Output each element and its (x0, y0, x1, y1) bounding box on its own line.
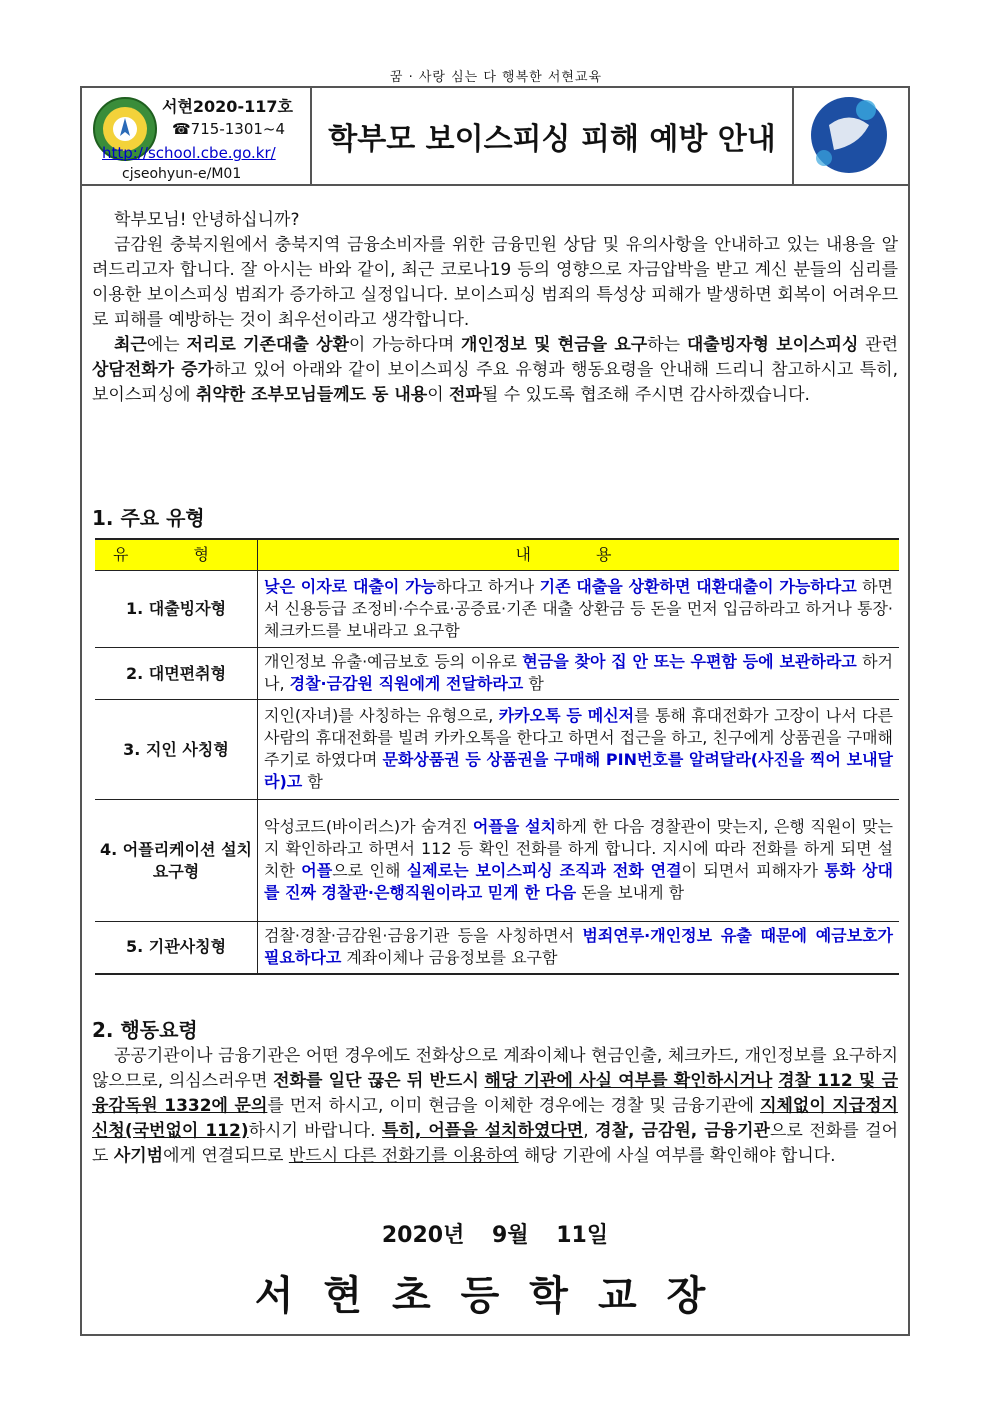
table-row (95, 648, 899, 700)
school-url-link[interactable]: http://school.cbe.go.kr/ (102, 144, 276, 162)
action-guidelines-text: 공공기관이나 금융기관은 어떤 경우에도 전화상으로 계좌이체나 현금인출, 체크카드, 개인정보를 요구하지 않으므로, 의심스러우면 전화를 일단 끊은 뒤 반드시 해당 기관에 사실 여부를 확인하시거나 경찰 112 및 금융감독원 1332에 문의를 먼저 하시고, 이미 현금을 이체한 경우에는 경찰 및 금융기관에 지체없이 지급정지 신청(국번없이 112)하시기 바랍니다. 특히, 어플을 설치하였다면, 경찰, 금감원, 금융기관으로 전화를 걸어도 사기범에게 연결되므로 반드시 다른 전화기를 이용하여 해당 기관에 사실 여부를 확인해야 합니다. (92, 1046, 899, 1166)
type-label: 5. 기관사칭형 (95, 922, 258, 974)
document-date: 2020년 9월 11일 (381, 1223, 609, 1248)
intro-paragraph-2: 최근에는 저리로 기존대출 상환이 가능하다며 개인정보 및 현금을 요구하는 대출빙자형 보이스피싱 관련 상담전화가 증가하고 있어 아래와 같이 보이스피싱 주요 유형과 행동요령을 안내해 드리니 참고하시고 특히, 보이스피싱에 취약한 조부모님들께도 동 내용이 전파될 수 있도록 협조해 주시면 감사하겠습니다. (92, 335, 899, 405)
campaign-logo-icon (804, 90, 894, 180)
table-row (95, 700, 899, 800)
type-description: 지인(자녀)를 사칭하는 유형으로, 카카오톡 등 메신저를 통해 휴대전화가 고장이 나서 다른 사람의 휴대전화를 빌려 카카오톡을 한다고 하면서 접근을 하고, 친구에게 상품권을 구매해 주기로 하였다며 문화상품권 등 상품권을 구매해 PIN번호를 알려달라(사진을 찍어 보내달라)고 함 (258, 700, 900, 800)
type-label: 4. 어플리케이션 설치 요구형 (95, 800, 258, 922)
column-header-type: 유 형 (95, 539, 258, 571)
intro-paragraph-1: 금감원 충북지원에서 충북지역 금융소비자를 위한 금융민원 상담 및 유의사항을 안내하고 있는 내용을 알려드리고자 합니다. 잘 아시는 바와 같이, 최근 코로나19 등의 영향으로 자금압박을 받고 계신 분들의 심리를 이용한 보이스피싱 범죄가 증가하고 실정입니다. 보이스피싱 범죄의 특성상 피해가 발생하면 회복이 어려우므로 피해를 예방하는 것이 최우선이라고 생각합니다. (92, 235, 898, 330)
type-label: 3. 지인 사칭형 (95, 700, 258, 800)
greeting: 학부모님! 안녕하십니까? (114, 210, 300, 230)
section-1-heading: 1. 주요 유형 (92, 506, 205, 530)
fraud-types-table (95, 538, 899, 975)
motto: 꿈 · 사랑 심는 다 행복한 서현교육 (389, 70, 603, 85)
title-box (310, 88, 794, 184)
document-number: 서현2020-117호 (162, 97, 293, 116)
document-frame (80, 86, 910, 1336)
table-row (95, 800, 899, 922)
type-description: 악성코드(바이러스)가 숨겨진 어플을 설치하게 한 다음 경찰관이 맞는지, 은행 직원이 맞는지 확인하라고 하면서 112 등 확인 전화를 하게 합니다. 지시에 따라 전화를 하게 되면 설치한 어플으로 인해 실제로는 보이스피싱 조직과 전화 연결이 되면서 피해자가 통화 상대를 진짜 경찰관·은행직원이라고 믿게 한 다음 돈을 보내게 함 (258, 800, 900, 922)
column-header-content: 내 용 (258, 539, 900, 571)
type-label: 1. 대출빙자형 (95, 571, 258, 648)
type-description: 검찰·경찰·금감원·금융기관 등을 사칭하면서 범죄연루·개인정보 유출 때문에 예금보호가 필요하다고 계좌이체나 금융정보를 요구함 (258, 922, 900, 974)
table-header-row (95, 539, 899, 571)
intro-text (92, 208, 898, 408)
table-row (95, 571, 899, 648)
type-description: 낮은 이자로 대출이 가능하다고 하거나 기존 대출을 상환하면 대환대출이 가능하다고 하면서 신용등급 조정비·수수료·공증료·기존 대출 상환금 등 돈을 먼저 입금하라고 하거나 통장·체크카드를 보내라고 요구함 (258, 571, 900, 648)
signature-principal: 서현초등학교장 (254, 1272, 736, 1319)
phone-number: ☎715-1301~4 (172, 120, 286, 138)
type-description: 개인정보 유출·예금보호 등의 이유로 현금을 찾아 집 안 또는 우편함 등에 보관하라고 하거나, 경찰·금감원 직원에게 전달하라고 함 (258, 648, 900, 700)
section-2-heading: 2. 행동요령 (92, 1018, 198, 1042)
page-title: 학부모 보이스피싱 피해 예방 안내 (328, 122, 776, 157)
table-row (95, 922, 899, 974)
document-header (82, 88, 908, 186)
type-label: 2. 대면편취형 (95, 648, 258, 700)
document-code: cjseohyun-e/M01 (122, 166, 242, 182)
